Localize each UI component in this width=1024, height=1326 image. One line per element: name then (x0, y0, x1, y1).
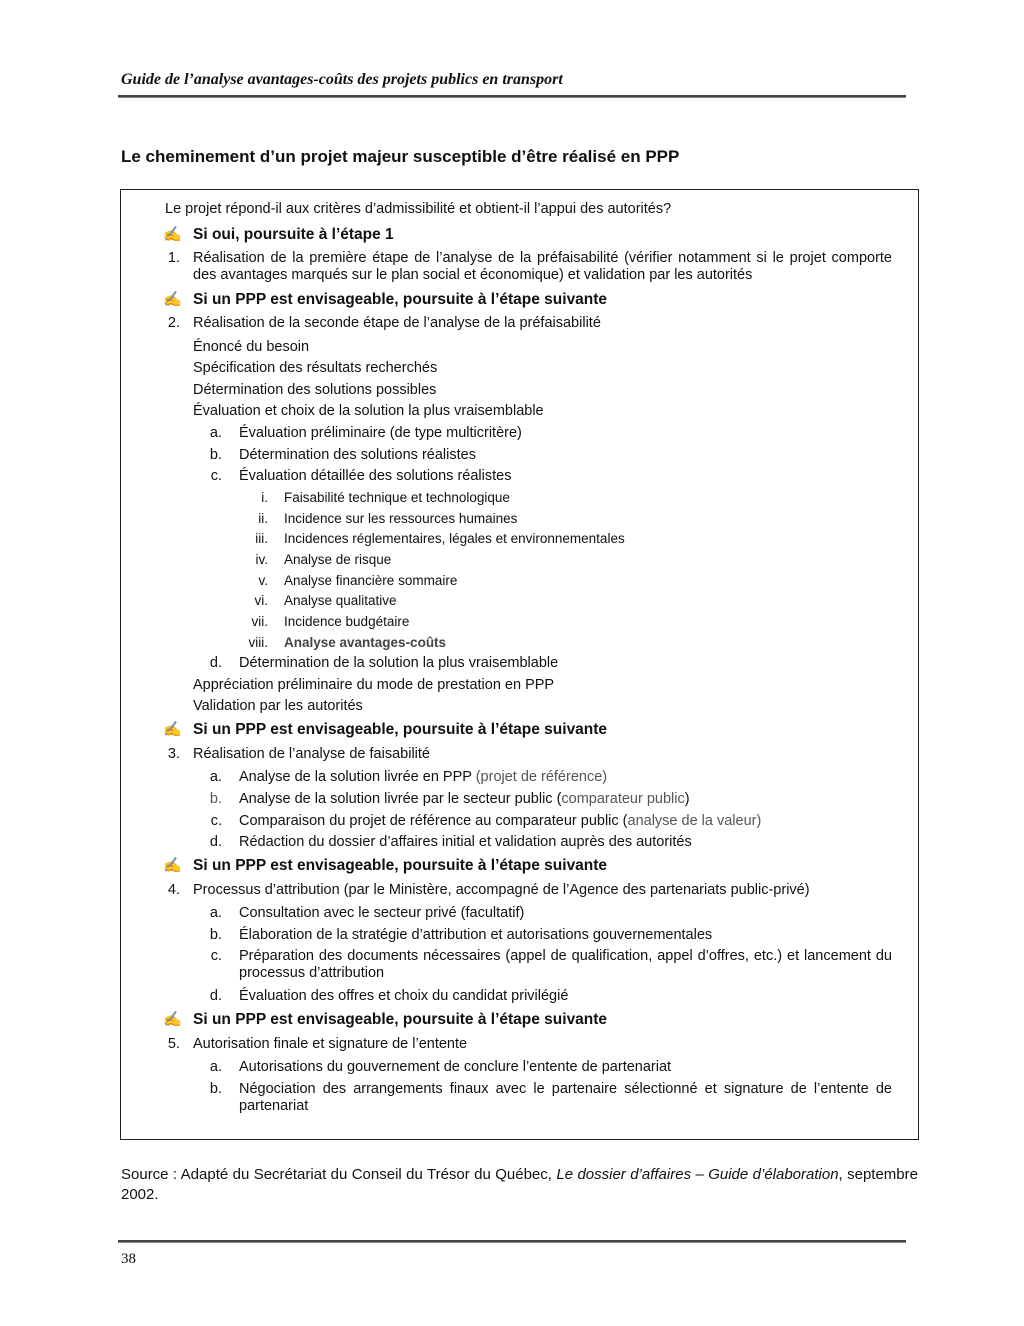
roman-item: Incidence sur les ressources humaines (284, 511, 518, 526)
sub-item-text: Analyse de la solution livrée en PPP (239, 769, 476, 785)
sub-item (239, 769, 607, 786)
page-number: 38 (121, 1251, 136, 1267)
sub-item (239, 813, 761, 830)
list-item: Spécification des résultats recherchés (193, 360, 438, 376)
sub-item (239, 791, 690, 808)
list-item: Détermination des solutions possibles (193, 382, 437, 398)
footer-rule (118, 1240, 906, 1243)
header-rule (118, 95, 906, 98)
sub-letter: d. (209, 988, 222, 1004)
sub-item: Rédaction du dossier d’affaires initial et validation auprès des autorités (239, 834, 692, 850)
roman-item: Faisabilité technique et technologique (284, 490, 510, 505)
step-number: 4. (167, 882, 180, 898)
sub-letter: a. (209, 769, 222, 785)
roman-number: ii. (258, 511, 268, 526)
source-prefix: Source : Adapté du Secrétariat du Conseil du Trésor du Québec, (121, 1166, 557, 1183)
sub-item: Évaluation des offres et choix du candidat privilégié (239, 988, 569, 1004)
roman-number: viii. (248, 635, 268, 650)
sub-item-note: (projet de référence) (475, 769, 608, 785)
step-number: 1. (167, 250, 180, 266)
sub-item: Évaluation détaillée des solutions réalistes (239, 468, 512, 484)
writing-hand-icon: ✍ (163, 1011, 182, 1028)
roman-number: vii. (251, 614, 268, 629)
sub-item-tail: ) (684, 791, 690, 807)
transition-first: Si oui, poursuite à l’étape 1 (193, 226, 394, 243)
roman-number: i. (261, 490, 268, 505)
sub-letter: d. (209, 655, 222, 671)
step-4-text: Processus d’attribution (par le Ministère, accompagné de l’Agence des partenariats public-privé) (193, 882, 810, 898)
transition-next: Si un PPP est envisageable, poursuite à l’étape suivante (193, 857, 608, 874)
sub-letter: c. (210, 948, 222, 964)
writing-hand-icon: ✍ (163, 857, 182, 874)
roman-number: v. (258, 573, 268, 588)
roman-item: Incidence budgétaire (284, 614, 410, 629)
step-1-text: Réalisation de la première étape de l’analyse de la préfaisabilité (vérifier notamment si le projet comporte des avantages marqués sur le plan social et économique) et validation par les autorités (193, 250, 892, 283)
sub-item: Détermination des solutions réalistes (239, 447, 476, 463)
sub-item: Autorisations du gouvernement de conclure l’entente de partenariat (239, 1059, 672, 1075)
sub-item-note: comparateur public (561, 791, 685, 807)
transition-next: Si un PPP est envisageable, poursuite à l’étape suivante (193, 1011, 608, 1028)
sub-letter: b. (209, 1081, 222, 1097)
sub-item-note: analyse de la valeur) (627, 813, 762, 829)
source-note (121, 1165, 918, 1205)
running-header: Guide de l’analyse avantages-coûts des projets publics en transport (121, 71, 563, 88)
list-item: Validation par les autorités (193, 698, 363, 714)
transition-next: Si un PPP est envisageable, poursuite à l’étape suivante (193, 721, 608, 738)
sub-item: Détermination de la solution la plus vraisemblable (239, 655, 559, 671)
sub-letter: b. (209, 447, 222, 463)
roman-item: Analyse financière sommaire (284, 573, 458, 588)
roman-number: iv. (255, 552, 268, 567)
sub-letter: b. (209, 791, 222, 807)
sub-letter: b. (209, 927, 222, 943)
roman-item: Analyse qualitative (284, 593, 397, 608)
roman-item: Analyse de risque (284, 552, 392, 567)
list-item: Énoncé du besoin (193, 339, 310, 355)
writing-hand-icon: ✍ (163, 721, 182, 738)
writing-hand-icon: ✍ (163, 226, 182, 243)
step-2-text: Réalisation de la seconde étape de l’analyse de la préfaisabilité (193, 315, 601, 331)
roman-item-highlight: Analyse avantages-coûts (284, 635, 447, 650)
sub-item: Consultation avec le secteur privé (facultatif) (239, 905, 525, 921)
sub-item: Évaluation préliminaire (de type multicritère) (239, 425, 522, 441)
page-title: Le cheminement d’un projet majeur susceptible d’être réalisé en PPP (121, 147, 680, 166)
writing-hand-icon: ✍ (163, 291, 182, 308)
list-item: Appréciation préliminaire du mode de prestation en PPP (193, 677, 555, 693)
step-number: 5. (167, 1036, 180, 1052)
sub-item-text: Comparaison du projet de référence au comparateur public ( (239, 813, 628, 829)
step-5-text: Autorisation finale et signature de l’entente (193, 1036, 468, 1052)
step-number: 3. (167, 746, 180, 762)
sub-letter: d. (209, 834, 222, 850)
source-title: Le dossier d’affaires – Guide d’élaboration (556, 1166, 839, 1183)
sub-letter: a. (209, 1059, 222, 1075)
step-number: 2. (167, 315, 180, 331)
transition-next: Si un PPP est envisageable, poursuite à l’étape suivante (193, 291, 608, 308)
sub-letter: a. (209, 425, 222, 441)
sub-item: Négociation des arrangements finaux avec le partenaire sélectionné et signature de l’entente de partenariat (239, 1081, 892, 1114)
sub-item-text: Analyse de la solution livrée par le secteur public ( (239, 791, 562, 807)
roman-number: iii. (255, 531, 268, 546)
sub-letter: a. (209, 905, 222, 921)
roman-item: Incidences réglementaires, légales et environnementales (284, 531, 625, 546)
sub-letter: c. (210, 468, 222, 484)
sub-item: Élaboration de la stratégie d’attribution et autorisations gouvernementales (239, 927, 713, 943)
sub-letter: c. (210, 813, 222, 829)
roman-number: vi. (254, 593, 268, 608)
list-item: Évaluation et choix de la solution la plus vraisemblable (193, 403, 544, 419)
sub-item: Préparation des documents nécessaires (appel de qualification, appel d’offres, etc.) et lancement du processus d’attribution (239, 948, 892, 981)
source-suffix: , septembre 2002. (121, 1166, 918, 1203)
intro-question: Le projet répond-il aux critères d’admissibilité et obtient-il l’appui des autorités? (165, 201, 672, 217)
step-3-text: Réalisation de l’analyse de faisabilité (193, 746, 430, 762)
